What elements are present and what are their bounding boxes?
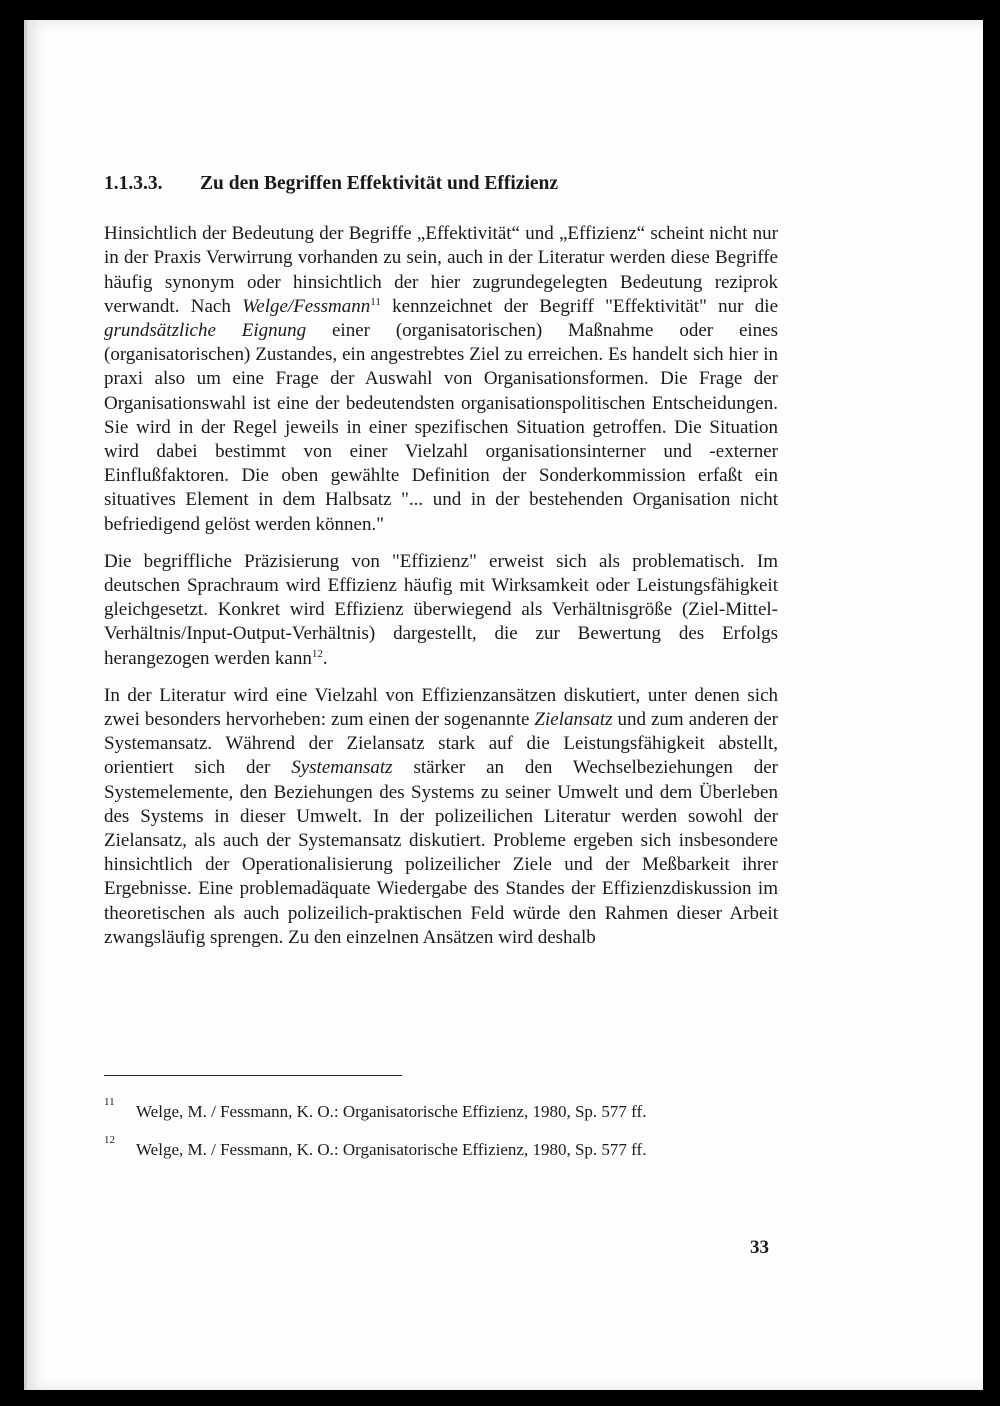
section-number: 1.1.3.3.: [104, 173, 163, 194]
page-body: [104, 172, 778, 963]
footnote-ref-11: 11: [370, 295, 381, 308]
footnotes: [104, 1096, 778, 1178]
footnote-text: Welge, M. / Fessmann, K. O.: Organisatorische Effizienz, 1980, Sp. 577 ff.: [136, 1140, 647, 1159]
paragraph1-text-a: Hinsichtlich der Bedeutung der Begriffe „Effektivität“ und „Effizienz“ scheint nicht nur in der Praxis Verwirrung vorhanden zu sein, auch in der Literatur werden diese Begriffe häufig synonym oder hinsichtlich der hier zugrundegelegten Bedeutung reziprok verwandt. Nach: [104, 223, 778, 317]
footnote-text: Welge, M. / Fessmann, K. O.: Organisatorische Effizienz, 1980, Sp. 577 ff.: [136, 1102, 647, 1121]
paragraph2-text-a: Die begriffliche Präzisierung von "Effizienz" erweist sich als problematisch. Im deutschen Sprachraum wird Effizienz häufig mit Wirksamkeit oder Leistungsfähigkeit gleichgesetzt. Konkret wird Effizienz überwiegend als Verhältnisgröße (Ziel-Mittel-Verhältnis/Input-Output-Verhältnis) dargestellt, die zur Bewertung des Erfolgs herangezogen werden kann: [104, 550, 778, 669]
footnote-item: [104, 1134, 778, 1160]
italic-zielansatz: Zielansatz: [534, 709, 613, 731]
paragraph-effizienz: [104, 550, 778, 671]
section-heading: [104, 172, 778, 196]
paragraph3-text-c: stärker an den Wechselbeziehungen der Systemelemente, den Beziehungen des Systems zu seiner Umwelt und dem Überleben des Systems in dieser Umwelt. In der polizeilichen Literatur werden sowohl der Zielansatz, als auch der Systemansatz diskutiert. Probleme ergeben sich insbesondere hinsichtlich der Operationalisierung polizeilicher Ziele und der Meßbarkeit ihrer Ergebnisse. Eine problemadäquate Wiedergabe des Standes der Effizienzdiskussion im theoretischen als auch polizeilich-praktischen Feld würde den Rahmen dieser Arbeit zwangsläufig sprengen. Zu den einzelnen Ansätzen wird deshalb: [104, 757, 778, 948]
paragraph-ansaetze: [104, 684, 778, 950]
emphasis-text: grundsätzliche Eignung: [104, 320, 307, 342]
paragraph-effektivitaet: [104, 222, 778, 537]
paragraph3-text-a: In der Literatur wird eine Vielzahl von Effizienzansätzen diskutiert, unter denen sich zwei besonders hervorheben: zum einen der sogenannte: [104, 684, 778, 731]
paragraph2-text-b: .: [322, 647, 328, 669]
section-title: Zu den Begriffen Effektivität und Effizienz: [200, 173, 559, 194]
paragraph1-text-b: kennzeichnet der Begriff "Effektivität" nur die: [380, 295, 779, 317]
italic-systemansatz: Systemansatz: [291, 757, 393, 779]
footnote-item: [104, 1096, 778, 1122]
footnote-number: 11: [104, 1096, 115, 1108]
paragraph3-text-b: und zum anderen der Systemansatz. Während der Zielansatz stark auf die Leistungsfähigkeit abstellt, orientiert sich der: [104, 709, 778, 779]
footnote-separator: [104, 1075, 402, 1076]
footnote-ref-12: 12: [311, 647, 323, 660]
paragraph1-text-c: einer (organisatorischen) Maßnahme oder eines (organisatorischen) Zustandes, ein angestrebtes Ziel zu erreichen. Es handelt sich hier in praxi also um eine Frage der Auswahl von Organisationsformen. Die Frage der Organisationswahl ist eine der bedeutendsten organisationspolitischen Entscheidungen. Sie wird in der Regel jeweils in einer spezifischen Situation getroffen. Die Situation wird dabei bestimmt von einer Vielzahl organisationsinterner und -externer Einflußfaktoren. Die oben gewählte Definition der Sonderkommission erfaßt ein situatives Element in dem Halbsatz "... und in der bestehenden Organisation nicht befriedigend gelöst werden können.": [104, 320, 778, 535]
author-citation: Welge/Fessmann: [242, 295, 371, 317]
footnote-number: 12: [104, 1134, 115, 1146]
page-number: 33: [750, 1237, 769, 1258]
